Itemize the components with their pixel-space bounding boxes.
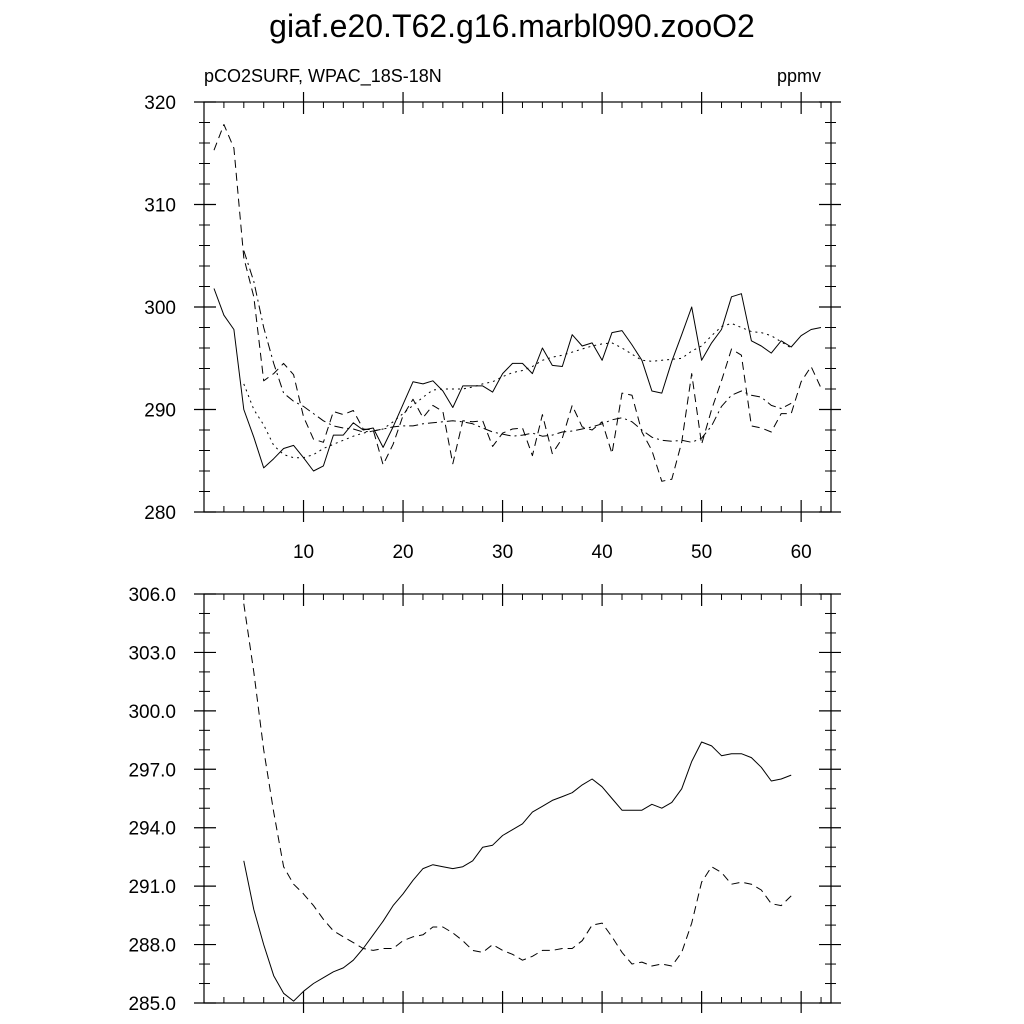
series-line-solid (214, 289, 821, 472)
x-tick-label: 40 (591, 542, 613, 563)
chart-panel-bottom (128, 584, 841, 1015)
y-tick-label: 300 (144, 298, 176, 319)
series-line-solid (244, 742, 791, 1001)
x-tick-label: 30 (492, 542, 514, 563)
y-tick-label: 306.0 (128, 585, 176, 606)
y-tick-label: 297.0 (128, 760, 176, 782)
x-tick-label: 10 (292, 542, 315, 563)
x-tick-label: 20 (392, 542, 414, 563)
y-tick-label: 290 (144, 400, 176, 422)
page-title: giaf.e20.T62.g16.marbl090.zooO2 (269, 8, 755, 44)
series-line-dotted (244, 323, 791, 457)
y-tick-label: 294.0 (128, 818, 176, 840)
y-tick-label: 280 (144, 503, 176, 524)
y-tick-label: 310 (144, 195, 176, 217)
panel-top-variable-label: pCO2SURF, WPAC_18S-18N (204, 66, 442, 86)
y-tick-label: 285.0 (128, 994, 176, 1015)
y-tick-label: 300.0 (128, 701, 176, 723)
chart-panel-top (144, 92, 841, 563)
x-tick-label: 50 (691, 542, 713, 563)
x-tick-label: 60 (790, 542, 812, 563)
y-tick-label: 288.0 (128, 935, 176, 957)
y-tick-label: 291.0 (128, 877, 176, 899)
panel-top-units-label: ppmv (776, 66, 821, 86)
y-tick-label: 303.0 (128, 643, 176, 665)
plot-frame (204, 594, 831, 1003)
series-line-dashed (244, 604, 791, 966)
y-tick-label: 320 (144, 93, 176, 114)
